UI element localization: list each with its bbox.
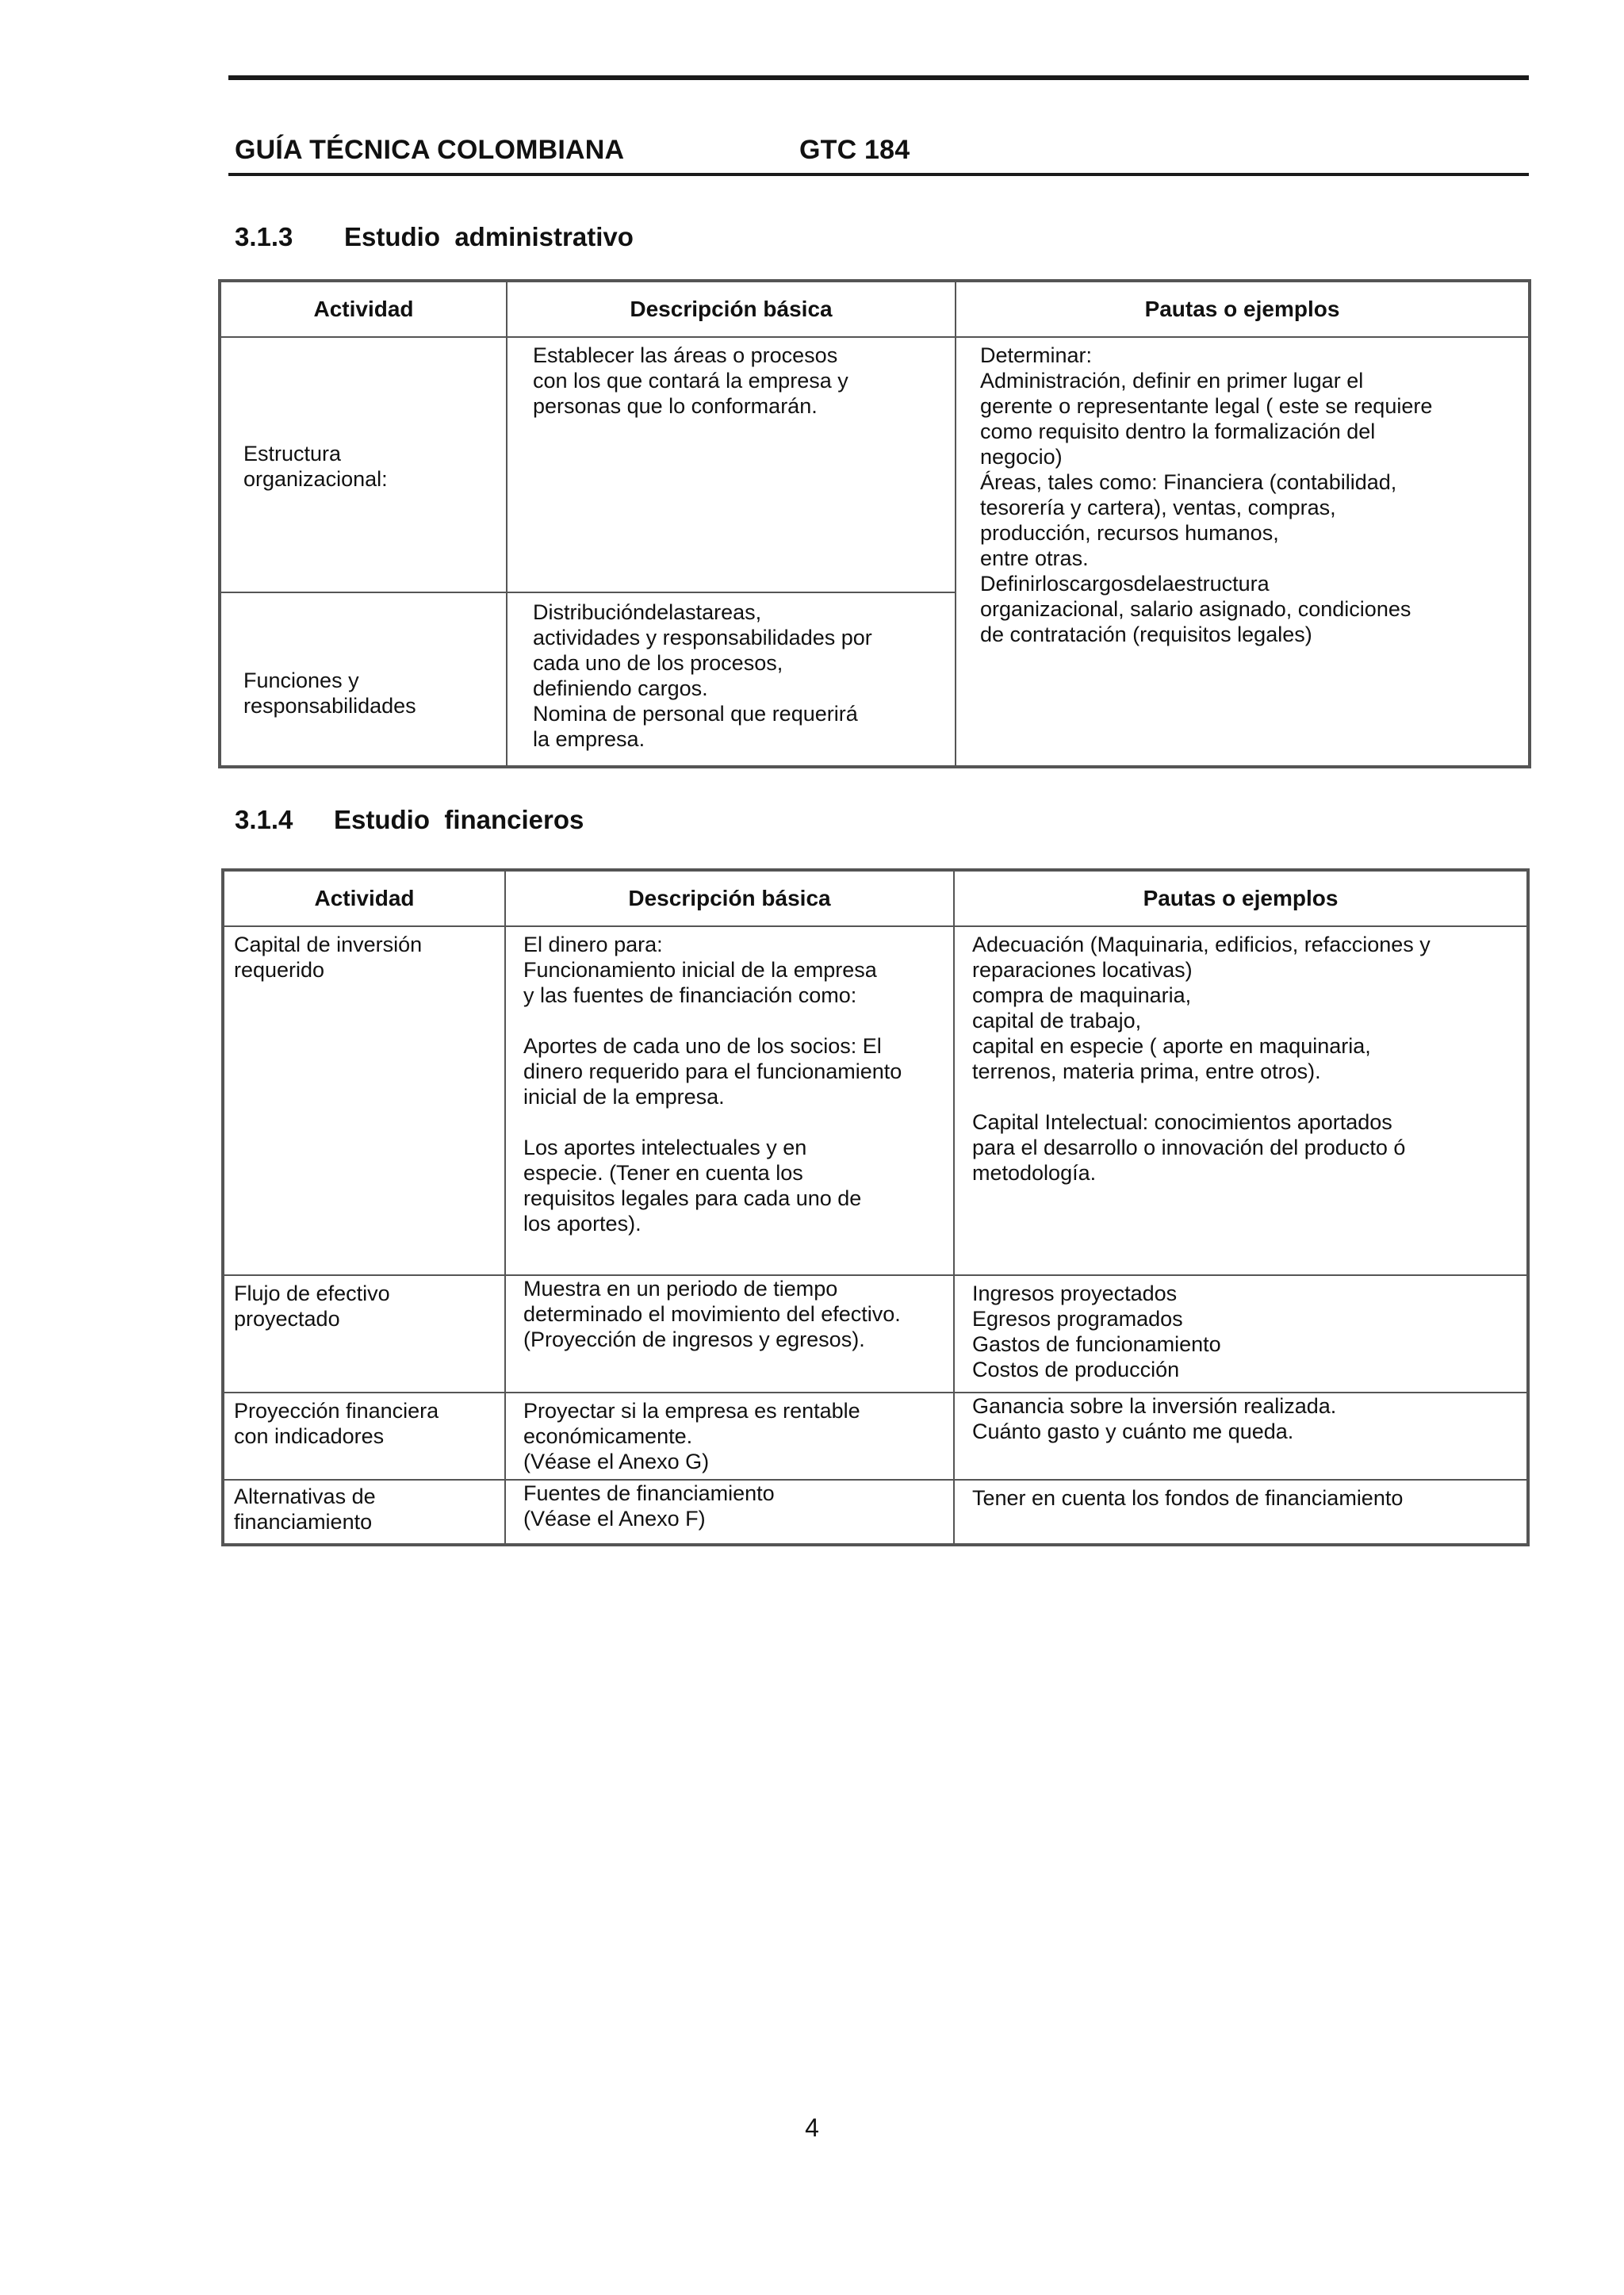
- guidelines-cell: [956, 337, 1530, 767]
- cell-line: capital en especie ( aporte en maquinaria,: [972, 1034, 1371, 1058]
- cell-line: y las fuentes de financiación como:: [523, 983, 857, 1007]
- description-cell: [507, 337, 956, 592]
- activity-cell: [220, 337, 507, 592]
- cell-line: Establecer las áreas o procesos: [533, 343, 838, 367]
- section-heading-financieros: [235, 805, 584, 835]
- cell-line: Cuánto gasto y cuánto me queda.: [972, 1420, 1294, 1443]
- cell-line: Costos de producción: [972, 1358, 1180, 1381]
- description-cell: [505, 926, 954, 1275]
- table-estudio-financieros: [221, 868, 1530, 1546]
- section-title: Estudio financieros: [334, 805, 584, 834]
- cell-line: de contratación (requisitos legales): [980, 623, 1312, 646]
- cell-line: dinero requerido para el funcionamiento: [523, 1059, 902, 1083]
- cell-line: Flujo de efectivo: [234, 1282, 390, 1305]
- cell-line: Alternativas de: [234, 1485, 376, 1508]
- cell-line: El dinero para:: [523, 933, 663, 956]
- table-estudio-administrativo: [218, 279, 1531, 768]
- cell-line: como requisito dentro la formalización del: [980, 420, 1376, 443]
- column-header: Descripción básica: [507, 281, 956, 337]
- description-cell: [505, 1393, 954, 1480]
- cell-line: (Véase el Anexo F): [523, 1507, 706, 1531]
- cell-line: con los que contará la empresa y: [533, 369, 848, 393]
- cell-line: negocio): [980, 445, 1063, 469]
- cell-line: Estructura: [243, 442, 342, 466]
- cell-line: organizacional, salario asignado, condiciones: [980, 597, 1411, 621]
- cell-line: económicamente.: [523, 1424, 693, 1448]
- table-row: [223, 1275, 1528, 1393]
- table-row: [220, 337, 1530, 592]
- paragraph-gap: [523, 1109, 942, 1135]
- cell-line: Funciones y: [243, 668, 359, 692]
- cell-line: Determinar:: [980, 343, 1093, 367]
- paragraph-gap: [523, 1008, 942, 1033]
- description-cell: [505, 1480, 954, 1545]
- section-heading-administrativo: [235, 222, 634, 252]
- cell-line: Proyectar si la empresa es rentable: [523, 1399, 860, 1423]
- cell-line: Aportes de cada uno de los socios: El: [523, 1034, 882, 1058]
- cell-line: determinado el movimiento del efectivo.: [523, 1302, 901, 1326]
- document-code: GTC 184: [799, 135, 910, 165]
- column-header: Actividad: [220, 281, 507, 337]
- cell-line: reparaciones locativas): [972, 958, 1193, 982]
- guidelines-cell: [954, 1480, 1528, 1545]
- cell-line: gerente o representante legal ( este se requiere: [980, 394, 1433, 418]
- cell-line: los aportes).: [523, 1212, 642, 1236]
- cell-line: Funcionamiento inicial de la empresa: [523, 958, 877, 982]
- top-rule: [228, 75, 1529, 80]
- cell-line: especie. (Tener en cuenta los: [523, 1161, 803, 1185]
- cell-line: con indicadores: [234, 1424, 385, 1448]
- section-number: 3.1.3: [235, 222, 293, 251]
- cell-line: requisitos legales para cada uno de: [523, 1186, 862, 1210]
- cell-line: inicial de la empresa.: [523, 1085, 725, 1109]
- description-cell: [505, 1275, 954, 1393]
- cell-line: Capital Intelectual: conocimientos aportados: [972, 1110, 1392, 1134]
- column-header: Pautas o ejemplos: [956, 281, 1530, 337]
- activity-cell: [220, 592, 507, 767]
- cell-line: financiamiento: [234, 1510, 373, 1534]
- cell-line: requerido: [234, 958, 325, 982]
- cell-line: organizacional:: [243, 467, 388, 491]
- cell-line: responsabilidades: [243, 693, 416, 718]
- guidelines-cell: [954, 1393, 1528, 1480]
- table-header-row: [223, 870, 1528, 926]
- column-header: Descripción básica: [505, 870, 954, 926]
- cell-line: Gastos de funcionamiento: [972, 1332, 1221, 1356]
- cell-line: proyectado: [234, 1307, 340, 1331]
- cell-line: Definirloscargosdelaestructura: [980, 572, 1270, 596]
- cell-line: Nomina de personal que requerirá: [533, 702, 858, 726]
- activity-cell: [223, 926, 505, 1275]
- cell-line: Ganancia sobre la inversión realizada.: [972, 1394, 1337, 1418]
- page-number: 4: [805, 2113, 819, 2142]
- guidelines-cell: [954, 926, 1528, 1275]
- table-row: [223, 1480, 1528, 1545]
- description-cell: [507, 592, 956, 767]
- section-number: 3.1.4: [235, 805, 293, 834]
- header-rule: [228, 173, 1529, 176]
- paragraph-gap: [972, 1084, 1515, 1109]
- cell-line: tesorería y cartera), ventas, compras,: [980, 496, 1336, 519]
- cell-line: la empresa.: [533, 727, 645, 751]
- cell-line: terrenos, materia prima, entre otros).: [972, 1059, 1321, 1083]
- cell-line: actividades y responsabilidades por: [533, 626, 872, 649]
- activity-cell: [223, 1480, 505, 1545]
- cell-line: entre otras.: [980, 546, 1089, 570]
- cell-line: compra de maquinaria,: [972, 983, 1192, 1007]
- guidelines-cell: [954, 1275, 1528, 1393]
- cell-line: capital de trabajo,: [972, 1009, 1142, 1033]
- cell-line: (Proyección de ingresos y egresos).: [523, 1328, 865, 1351]
- table-row: [223, 1393, 1528, 1480]
- cell-line: Fuentes de financiamiento: [523, 1481, 775, 1505]
- table-header-row: [220, 281, 1530, 337]
- cell-line: Capital de inversión: [234, 933, 423, 956]
- cell-line: Tener en cuenta los fondos de financiamiento: [972, 1486, 1404, 1510]
- cell-line: producción, recursos humanos,: [980, 521, 1279, 545]
- table-row: [223, 926, 1528, 1275]
- cell-line: Adecuación (Maquinaria, edificios, refacciones y: [972, 933, 1431, 956]
- column-header: Pautas o ejemplos: [954, 870, 1528, 926]
- cell-line: Egresos programados: [972, 1307, 1183, 1331]
- cell-line: definiendo cargos.: [533, 676, 708, 700]
- cell-line: metodología.: [972, 1161, 1097, 1185]
- cell-line: cada uno de los procesos,: [533, 651, 783, 675]
- cell-line: Muestra en un periodo de tiempo: [523, 1277, 838, 1301]
- cell-line: personas que lo conformarán.: [533, 394, 818, 418]
- cell-line: Áreas, tales como: Financiera (contabilidad,: [980, 470, 1397, 494]
- cell-line: Proyección financiera: [234, 1399, 439, 1423]
- activity-cell: [223, 1393, 505, 1480]
- cell-line: Los aportes intelectuales y en: [523, 1136, 807, 1159]
- cell-line: para el desarrollo o innovación del producto ó: [972, 1136, 1406, 1159]
- section-title: Estudio administrativo: [344, 222, 634, 251]
- cell-line: (Véase el Anexo G): [523, 1450, 710, 1473]
- cell-line: Ingresos proyectados: [972, 1282, 1178, 1305]
- cell-line: Administración, definir en primer lugar el: [980, 369, 1364, 393]
- column-header: Actividad: [223, 870, 505, 926]
- document-title: GUÍA TÉCNICA COLOMBIANA: [235, 135, 625, 165]
- activity-cell: [223, 1275, 505, 1393]
- cell-line: Distribucióndelastareas,: [533, 600, 762, 624]
